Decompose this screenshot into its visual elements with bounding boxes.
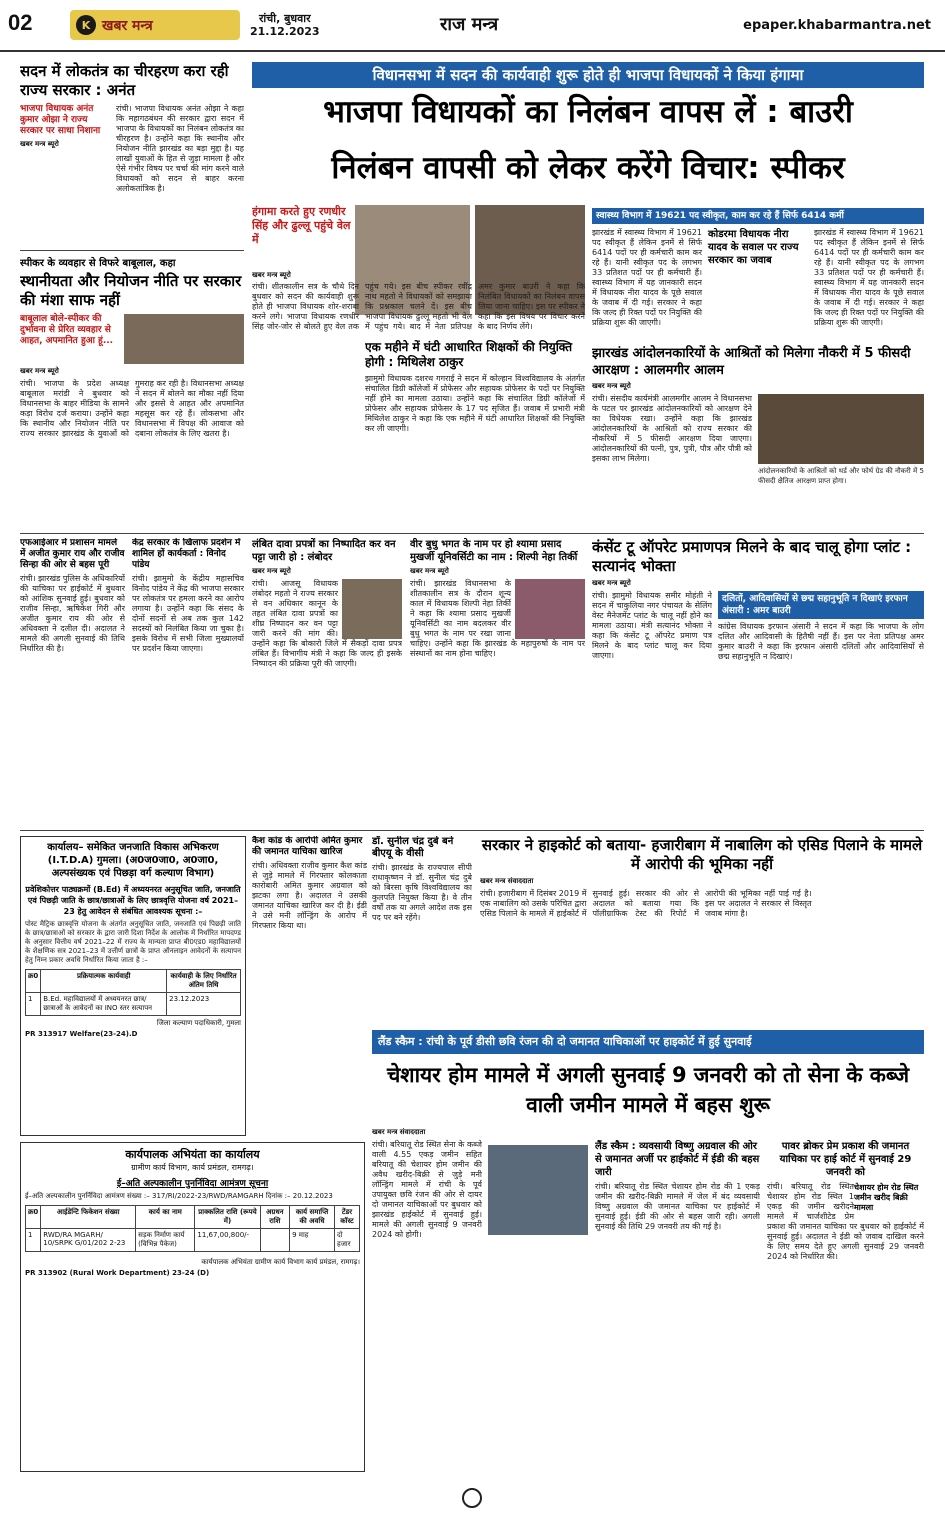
body-text: रांची। अधिवक्ता राजीव कुमार कैश कांड से जुड़े मामले में गिरफ्तार कोलकाता कारोबारी अमित कुमार अग्रवाल को झटका लगा है। अदालत ने उसकी जमानत याचिका खारिज कर दी है। ईडी ने उसे मनी लॉन्ड्रिंग के आरोप में गिरफ्तार किया था। [252, 861, 367, 930]
byline: खबर मन्त्र ब्यूरो [20, 140, 59, 148]
body-text: रांची। संसदीय कार्यमंत्री आलमगीर आलम ने विधानसभा के पटल पर झारखंड आंदोलनकारियों को आरक्षण देने का विधेयक रखा। उन्होंने कहा कि झारखंड आंदोलनकारियों के आश्रितों को राज्य सरकार की नौकरियों में 5 फीसदी आरक्षण दिया जाएगा। आंदोलनकारियों की पत्नी, पुत्र, पुत्री, पौत्र और पौत्री को इसका लाभ मिलेगा। [592, 394, 752, 463]
shilpi-photo [515, 579, 585, 639]
story-kaish [252, 836, 367, 1136]
issue-date: 21.12.2023 [250, 25, 320, 38]
headline: सरकार ने हाइकोर्ट को बताया- हजारीबाग में नाबालिग को एसिड पिलाने के मामले में आरोपी की भूमिका नहीं [481, 836, 923, 873]
notice-subtitle: प्रवेशिकोत्तर पाठ्यक्रमों (B.Ed) में अध्ययनरत अनुसूचित जाति, जनजाति एवं पिछड़ी जाति के छात्र/छात्राओं के लिए छात्रवृत्ति योजना वर्ष 2021–23 हेतु आवेदन से संबंधित आवश्यक सूचना :– [25, 885, 241, 916]
body-text: रांची। झारखंड पुलिस के अधिकारियों की याचिका पर हाईकोर्ट में बुधवार को आंशिक सुनवाई हुई। बुधवार को राजीव सिन्हा, ऋषिकेश गिरी और अजीत कुमार राय की ओर से अधिवक्ता ने दलील दी। अदालत ने मामले की अगली सुनवाई की तिथि निर्धारित की है। [20, 574, 125, 653]
body-text: रांची। बरियातू रोड स्थित सेना के कब्जे वाली 4.55 एकड़ जमीन सहित बरियातू की चेशायर होम जमीन की अवैध खरीद-बिक्री से जुड़े मनी लॉन्ड्रिंग मामले में रांची के पूर्व उपायुक्त छवि रंजन की ओर से दायर दो जमानत याचिकाओं पर बुधवार को झारखंड हाईकोर्ट में सुनवाई हुई। मामले की अगली सुनवाई 9 जनवरी 2024 को होगी। [372, 1140, 482, 1239]
table-header: प्रक्रियात्मक कार्यवाही [41, 970, 167, 993]
sub-headline: लैंड स्कैम : व्यवसायी विष्णु अग्रवाल की ओर से जमानत अर्जी पर हाईकोर्ट में ईडी की बहस जारी [595, 1141, 760, 1178]
registration-mark-icon [462, 1488, 482, 1508]
website-link[interactable]: epaper.khabarmantra.net [743, 18, 931, 33]
byline: खबर मन्त्र ब्यूरो [252, 567, 291, 575]
table-header: क्र0 [26, 1206, 41, 1229]
headline: केंद्र सरकार के खिलाफ प्रदर्शन में शामिल हों कार्यकर्ता : विनोद पांडेय [132, 538, 241, 570]
byline: खबर मन्त्र ब्यूरो [20, 367, 59, 375]
story-university [410, 538, 585, 828]
city-day: रांची, बुधवार [258, 12, 311, 25]
health-kicker: स्वास्थ्य विभाग में 19621 पद स्वीकृत, काम कर रहे हैं सिर्फ 6414 कर्मी [592, 208, 924, 224]
notice-table [25, 969, 241, 1016]
table-row: 1 RWD/RA MGARH/ 10/SRPK G/01/202 2-23 सड़क निर्माण कार्य (विभिन्न पैकेज) 11,67,00,800/- 9 माह दो हजार [26, 1229, 360, 1252]
notice-table [25, 1205, 360, 1252]
land-scam-sub [595, 1140, 760, 1470]
banner-headline-2: निलंबन वापसी को लेकर करेंगे विचार: स्पीकर [331, 150, 845, 186]
assembly-photo [758, 394, 924, 464]
notice-title: कार्यपालक अभियंता का कार्यालय [125, 1148, 260, 1161]
table-header: क्र0 [26, 970, 41, 993]
story-teachers [365, 340, 585, 530]
headline: वीर बुधु भगत के नाम पर हो श्यामा प्रसाद मुखर्जी यूनिवर्सिटी का नाम : शिल्पी नेहा तिर्की [410, 539, 578, 563]
table-header: अग्रधन राशि [260, 1206, 290, 1229]
body-text: रांची। झामुमो विधायक समीर मोहंती ने सदन में चाकुलिया नगर पंचायत के सेलिंग वेस्ट मैनेजमेंट प्लांट के चालू नहीं होने का मामला उठाया। मंत्री सत्यानंद भोक्ता ने कहा कि कंसेंट टू ऑपरेट प्रमाण पत्र मिलने के बाद प्लांट चालू कर दिया जाएगा। [592, 591, 712, 660]
story-claims [252, 538, 402, 828]
table-header: टेंडर कॉस्ट [334, 1206, 359, 1229]
headline: कंसेंट टू ऑपरेट प्रमाणपत्र मिलने के बाद चालू होगा प्लांट : सत्यानंद भोक्ता [592, 538, 912, 575]
logo-icon: K [76, 15, 96, 35]
byline: खबर मन्त्र ब्यूरो [410, 567, 449, 575]
body-text: रांची। झारखंड विधानसभा के शीतकालीन सत्र के दौरान शून्य काल में विधायक शिल्पी नेहा तिर्की ने कहा कि श्यामा प्रसाद मुखर्जी यूनिवर्सिटी का नाम बदलकर वीर बुधु भगत के नाम पर रखा जाना चाहिए। उन्होंने कहा कि झारखंड के महापुरुषों के नाम पर संस्थानों का नाम होना चाहिए। [410, 579, 585, 658]
story-anant [20, 62, 244, 252]
body-text: रांची। हजारीबाग में दिसंबर 2019 में एक नाबालिग को उसके परिचित द्वारा एसिड पिलाने के मामले में हाईकोर्ट में सुनवाई हुई। सरकार की ओर से अदालत को बताया गया कि पॉलीग्राफिक टेस्ट की रिपोर्ट में आरोपी की भूमिका नहीं पाई गई है। इस पर अदालत ने सरकार से विस्तृत जवाब मांगा है। [480, 889, 812, 918]
divider [20, 830, 924, 831]
table-header: आईडेन्टि फिकेशन संख्या [41, 1206, 136, 1229]
box-body: कांग्रेस विधायक इरफान अंसारी ने सदन में कहा कि भाजपा के लोग दलित और आदिवासी के हितैषी नहीं हैं। इस पर नेता प्रतिपक्ष अमर कुमार बाउरी ने कहा कि इरफान अंसारी दलितों और आदिवासियों से छद्म सहानुभूति न दिखाएं। [718, 622, 924, 661]
right-body: रांची। बरियातू रोड स्थित चेशायर होम रोड स्थित 1 एकड़ की जमीन खरीदने मामले में चार्जशीटेड प्रेम प्रकाश की जमानत याचिका पर बुधवार को हाईकोर्ट में सुनवाई हुई। अदालत ने ईडी को जवाब दाखिल करने के लिए समय देते हुए अगली सुनवाई 29 जनवरी 2024 को निर्धारित की। [767, 1182, 924, 1261]
byline: खबर मन्त्र ब्यूरो [592, 382, 631, 390]
notice-subtitle: ग्रामीण कार्य विभाग, कार्य प्रमंडल, रामगढ़। [131, 1163, 254, 1172]
notice-itda [20, 836, 246, 1136]
body-text: रांची। भाजपा के प्रदेश अध्यक्ष बाबूलाल मरांडी ने बुधवार को विधानसभा के बाहर मीडिया के सामने कड़ा विरोध दर्ज कराया। उन्होंने कहा कि स्थानीय और नियोजन नीति पर राज्य सरकार झारखंड के युवाओं को गुमराह कर रही है। विधानसभा अध्यक्ष ने सदन में बोलने का मौका नहीं दिया और इससे वे आहत और अपमानित महसूस कर रहे हैं। लोकसभा और विधानसभा में विपक्ष की आवाज को दबाना लोकतंत्र के लिए खतरा है। [20, 379, 244, 438]
story-ranadhir-head [252, 205, 352, 265]
notice-ref-line: ई–अति अल्पकालीन पुनर्निविदा आमंत्रण संख्या :– 317/RI/2022-23/RWD/RAMGARH दिनांक :– 20.12.2023 [25, 1192, 333, 1200]
body-text: रांची। झारखंड के राज्यपाल सीपी राधाकृष्णन ने डॉ. सुनील चंद्र दुबे को बिरसा कृषि विश्वविद्यालय का कुलपति नियुक्त किया है। वे तीन वर्षों तक या अगले आदेश तक इस पद पर बने रहेंगे। [372, 863, 472, 922]
story-reservation [592, 345, 924, 535]
story-health [592, 228, 924, 338]
banner-kicker: विधानसभा में सदन की कार्यवाही शुरू होते ही भाजपा विधायकों ने किया हंगामा [252, 62, 924, 88]
notice-label: ई–अति अल्पकालीन पुनर्निविदा आमंत्रण सूचना [116, 1179, 269, 1189]
lambodar-photo [342, 579, 402, 639]
table-header: कार्यवाही के लिए निर्धारित अंतिम तिथि [167, 970, 241, 993]
notice-body: पोस्ट मैट्रिक छात्रवृत्ति योजना के अंतर्गत अनुसूचित जाति, जनजाति एवं पिछड़ी जाति के छात्र/छात्राओं को सरकार के द्वारा जारी दिशा निर्देश के आलोक में निर्धारित मापदण्ड के अनुसार वित्तीय वर्ष 2021–22 में राज्य के मान्यता प्राप्त बी0एड0 महाविद्यालयों के शैक्षणिक सत्र 2021–23 में उत्तीर्ण छात्रों के प्राप्त ऑनलाइन आवेदनों के सत्यापन हेतु निम्न प्रकार अवधि निर्धारित किया जाता है :– [25, 920, 241, 964]
byline: खबर मन्त्र संवाददाता [372, 1128, 426, 1136]
body-text: रांची। शीतकालीन सत्र के चौथे दिन बुधवार को सदन की कार्यवाही शुरू होते ही भाजपा विधायक शोर-शराबा करने लगे। भाजपा विधायक रणधीर सिंह जोर-जोर से बोलते हुए वेल तक पहुंच गये। इस बीच स्पीकर रवींद्र नाथ महतो ने विधायकों को समझाया कि प्रश्नकाल चलने दें। इस बीच भाजपा विधायक ढुल्लू महतो भी वेल में पहुंच गये। बाद में नेता प्रतिपक्ष अमर कुमार बाउरी ने कहा कि निलंबित विधायकों का निलंबन वापस लिया जाना चाहिए। इस पर स्पीकर ने कहा कि इस विषय पर विचार करने के बाद निर्णय लेंगे। [252, 282, 585, 331]
quote: बाबूलाल बोले-स्पीकर की दुर्भावना से प्रेरित व्यवहार से आहत, अपमानित हुआ हूं... [20, 314, 114, 346]
headline: हंगामा करते हुए रणधीर सिंह और ढुल्लू पहुंचे वेल में [252, 205, 351, 246]
masthead [0, 0, 945, 52]
sidebox: कोडरमा विधायक नीरा यादव के सवाल पर राज्य सरकार का जवाब [708, 229, 799, 266]
signature: जिला कल्याण पदाधिकारी, गुमला [156, 1019, 241, 1027]
table-header: कार्य का नाम [136, 1206, 195, 1229]
story-pending [20, 538, 125, 828]
right-headline: पावर ब्रोकर प्रेम प्रकाश की जमानत याचिका पर हाई कोर्ट में सुनवाई 29 जनवरी को [779, 1141, 912, 1178]
land-scam-kicker: लैंड स्कैम : रांची के पूर्व डीसी छवि रंजन की दो जमानत याचिकाओं पर हाइकोर्ट में हुई सुनवाई [372, 1030, 924, 1054]
headline: झारखंड आंदोलनकारियों के आश्रितों को मिलेगा नौकरी में 5 फीसदी आरक्षण : आलमगीर आलम [592, 346, 911, 378]
notice-title: कार्यालय– समेकित जनजाति विकास अभिकरण (I.T.D.A) गुमला। (अ0ज0जा0, अ0जा0, अल्पसंख्यक एवं पिछड़ा वर्ग कल्याण विभाग) [47, 842, 219, 879]
banner-headline-1: भाजपा विधायकों का निलंबन वापस लें : बाउरी [323, 94, 853, 130]
land-scam-headline: चेशायर होम मामले में अगली सुनवाई 9 जनवरी को तो सेना के कब्जे वाली जमीन मामले में बहस शुरू [386, 1063, 910, 1117]
notice-ref: PR 313917 Welfare(23-24).D [25, 1030, 138, 1038]
sub-body: रांची। बरियातू रोड स्थित चेशायर होम रोड की 1 एकड़ जमीन की खरीद-बिक्री मामले में जेल में बंद व्यवसायी विष्णु अग्रवाल की जमानत याचिका पर हाईकोर्ट में सुनवाई हुई। ईडी की ओर से बहस जारी रही। अगली सुनवाई की तिथि 29 जनवरी तय की गई है। [595, 1182, 760, 1231]
table-header: प्राक्कलित राशि (रूपये में) [195, 1206, 260, 1229]
headline: लंबित दावा प्रपत्रों का निष्पादित कर वन पट्टा जारी हो : लंबोदर [252, 539, 396, 563]
story-protest [132, 538, 244, 828]
headline: एक महीने में घंटी आधारित शिक्षकों की नियुक्ति होगी : मिथिलेश ठाकुर [365, 340, 573, 369]
story-acid [480, 836, 924, 1031]
headline: कैश कांड के आरोपी अमित कुमार की जमानत याचिका खारिज [252, 836, 363, 857]
section-name: राज मन्त्र [440, 14, 499, 35]
table-row: 1 B.Ed. महाविद्यालयों में अध्ययनरत छात्र/छात्राओं के आवेदनों का INO स्तर सत्यापन 23.12.2023 [26, 993, 241, 1016]
headline: सदन में लोकतंत्र का चीरहरण करा रही राज्य सरकार : अनंत [20, 62, 229, 99]
chhavi-photo [488, 1145, 588, 1235]
byline: खबर मन्त्र संवाददाता [480, 877, 534, 885]
land-scam-right [767, 1140, 924, 1470]
body-text: झामुमो विधायक दशरथ गगराई ने सदन में कोल्हान विश्वविद्यालय के अंतर्गत संचालित डिग्री कॉलेजों में प्रोफेसर और सहायक प्रोफेसर के पदों पर नियुक्ति नहीं होने का मामला उठाया। उन्होंने कहा कि संचालित डिग्री कॉलेजों में प्रोफेसर और सहायक प्रोफेसर के 17 पद सृजित हैं। जवाब में प्रभारी मंत्री मिथिलेश ठाकुर ने कहा कि एक महीने में घंटी आधारित शिक्षकों की नियुक्ति कर ली जाएगी। [365, 374, 585, 433]
story-plant [592, 538, 924, 828]
headline: स्थानीयता और नियोजन नीति पर सरकार की मंशा साफ नहीं [20, 272, 242, 309]
subhead: भाजपा विधायक अनंत कुमार ओझा ने राज्य सरकार पर साधा निशाना [20, 104, 101, 136]
body-text: रांची। झामुमो के केंद्रीय महासचिव विनोद पांडेय ने केंद्र की भाजपा सरकार पर लोकतंत्र पर हमला करने का आरोप लगाया है। उन्होंने कहा कि संसद के दोनों सदनों से अब तक कुल 142 सदस्यों को निलंबित किया जा चुका है। इसके विरोध में सभी जिला मुख्यालयों पर प्रदर्शन किया जाएगा। [132, 574, 244, 653]
body-text: रांची। भाजपा विधायक अनंत ओझा ने कहा कि महागठबंधन की सरकार द्वारा सदन में भाजपा के विधायकों का निलंबन लोकतंत्र का चीरहरण है। उन्होंने कहा कि स्थानीय और नियोजन नीति झारखंड का बड़ा मुद्दा है। यह लाखों युवाओं के हित से जुड़ा मामला है और ऐसे गंभीर विषय पर चर्चा की मांग करने वाले विधायकों को सदन से बाहर करना अलोकतांत्रिक है। [116, 104, 244, 193]
body-text: झारखंड में स्वास्थ्य विभाग में 19621 पद स्वीकृत हैं लेकिन इनमें से सिर्फ 6414 पदों पर ही कर्मचारी काम कर रहे हैं। यानी स्वीकृत पद के लगभग 33 प्रतिशत पदों पर ही कर्मचारी हैं। स्वास्थ्य विभाग में यह जानकारी सदन में विधायक नीरा यादव के पूछे सवाल के जवाब में दी गई। सरकार ने कहा कि जल्द ही रिक्त पदों पर नियुक्ति की प्रक्रिया शुरू की जाएगी। [592, 228, 702, 327]
land-scam-left [372, 1125, 482, 1465]
date-block [250, 12, 320, 38]
logo [70, 10, 240, 40]
story-babulal [20, 255, 244, 525]
page-number: 02 [8, 10, 33, 35]
table-header: कार्य समाप्ति की अवधि [290, 1206, 335, 1229]
kicker: एफआईआर में प्रशासन मामले में अजीत कुमार राय और राजीव सिन्हा की ओर से बहस पूरी [20, 538, 125, 570]
photo-caption: आंदोलनकारियों के आश्रितों को थर्ड और फोर्थ ग्रेड की नौकरी में 5 फीसदी क्षैतिज आरक्षण प्राप्त होगा। [758, 467, 924, 485]
divider [20, 533, 924, 534]
box-title: दलितों, आदिवासियों से छद्म सहानुभूति न दिखाएं इरफान अंसारी : अमर बाउरी [718, 591, 924, 619]
byline: खबर मन्त्र ब्यूरो [252, 271, 291, 279]
body-text-2: झारखंड में स्वास्थ्य विभाग में 19621 पद स्वीकृत हैं लेकिन इनमें से सिर्फ 6414 पदों पर ही कर्मचारी काम कर रहे हैं। यानी स्वीकृत पद के लगभग 33 प्रतिशत पदों पर ही कर्मचारी हैं। स्वास्थ्य विभाग में यह जानकारी सदन में विधायक नीरा यादव के पूछे सवाल के जवाब में दी गई। सरकार ने कहा कि जल्द ही रिक्त पदों पर नियुक्ति की प्रक्रिया शुरू की जाएगी। [814, 228, 924, 327]
kicker: स्पीकर के व्यवहार से विफरे बाबूलाल, कहा [20, 258, 176, 269]
byline: खबर मन्त्र ब्यूरो [592, 579, 631, 587]
headline: डॉ. सुनील चंद्र दुबे बने बीएयू के वीसी [372, 836, 454, 859]
babulal-photo [124, 314, 244, 364]
right-tag: चेशायर होम रोड स्थित जमीन खरीद बिक्री मामला [854, 1183, 919, 1212]
body-text: रांची। आजसू विधायक लंबोदर महतो ने राज्य सरकार से वन अधिकार कानून के तहत लंबित दावा प्रपत्रों का शीघ्र निष्पादन कर वन पट्टा जारी करने की मांग की। उन्होंने कहा कि बोकारो जिले में सैकड़ों दावा प्रपत्र लंबित हैं। विभागीय मंत्री ने कहा कि जल्द ही इसके निष्पादन की प्रक्रिया पूरी की जाएगी। [252, 579, 402, 668]
divider [20, 250, 244, 251]
logo-text: खबर मन्त्र [102, 17, 153, 34]
notice-rwd [20, 1142, 365, 1472]
signature: कार्यपालक अभियंता ग्रामीण कार्य विभाग कार्य प्रमंडल, रामगढ़। [201, 1258, 360, 1266]
notice-ref: PR 313902 (Rural Work Department) 23-24 (D) [25, 1269, 210, 1277]
